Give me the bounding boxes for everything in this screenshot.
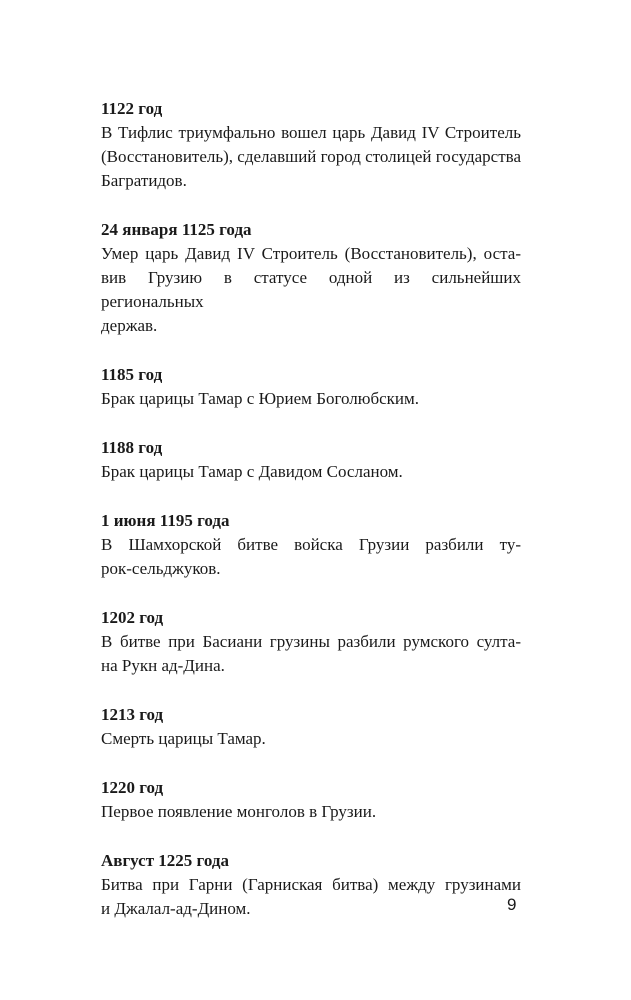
entry-text-line: рок-сельджуков.	[101, 559, 221, 578]
entry-text	[101, 630, 521, 678]
entry-date: 1188 год	[101, 438, 163, 457]
page-number: 9	[507, 895, 517, 914]
entry-text	[101, 387, 521, 411]
entry-1213	[101, 703, 521, 751]
entry-1220	[101, 776, 521, 824]
entry-text	[101, 121, 521, 193]
entry-text-line: В битве при Басиани грузины разбили румского султа-	[101, 632, 521, 651]
entry-text	[101, 242, 521, 338]
entry-text-line: Брак царицы Тамар с Давидом Сосланом.	[101, 462, 403, 481]
entry-1125	[101, 218, 521, 338]
entry-date: 1 июня 1195 года	[101, 511, 230, 530]
entry-text-line: Битва при Гарни (Гарниская битва) между грузинами	[101, 875, 521, 894]
entry-text	[101, 800, 521, 824]
entry-text-line: Смерть царицы Тамар.	[101, 729, 266, 748]
entry-text-line: Багратидов.	[101, 171, 187, 190]
entry-date: 1220 год	[101, 778, 164, 797]
entry-text-line: Первое появление монголов в Грузии.	[101, 802, 377, 821]
entry-text-line: В Шамхорской битве войска Грузии разбили ту-	[101, 535, 521, 554]
entry-1185	[101, 363, 521, 411]
entry-text-line: В Тифлис триумфально вошел царь Давид IV Строитель	[101, 123, 521, 142]
entry-text	[101, 460, 521, 484]
chronology-list	[101, 97, 521, 946]
entry-text	[101, 533, 521, 581]
entry-text-line: Брак царицы Тамар с Юрием Боголюбским.	[101, 389, 420, 408]
entry-text	[101, 727, 521, 751]
entry-date: 24 января 1125 года	[101, 220, 252, 239]
entry-text-line: Умер царь Давид IV Строитель (Восстановитель), оста-	[101, 244, 521, 263]
entry-text-line: держав.	[101, 316, 158, 335]
entry-text-line: на Рукн ад-Дина.	[101, 656, 225, 675]
entry-text	[101, 873, 521, 921]
entry-date: 1202 год	[101, 608, 164, 627]
entry-1225	[101, 849, 521, 921]
entry-date: 1213 год	[101, 705, 164, 724]
entry-text-line: и Джалал-ад-Дином.	[101, 899, 251, 918]
entry-date: Август 1225 года	[101, 851, 229, 870]
entry-1122	[101, 97, 521, 193]
entry-text-line: вив Грузию в статусе одной из сильнейших региональных	[101, 268, 521, 311]
entry-date: 1122 год	[101, 99, 163, 118]
entry-1195	[101, 509, 521, 581]
entry-date: 1185 год	[101, 365, 163, 384]
entry-1202	[101, 606, 521, 678]
entry-text-line: (Восстановитель), сделавший город столицей государства	[101, 147, 521, 166]
entry-1188	[101, 436, 521, 484]
